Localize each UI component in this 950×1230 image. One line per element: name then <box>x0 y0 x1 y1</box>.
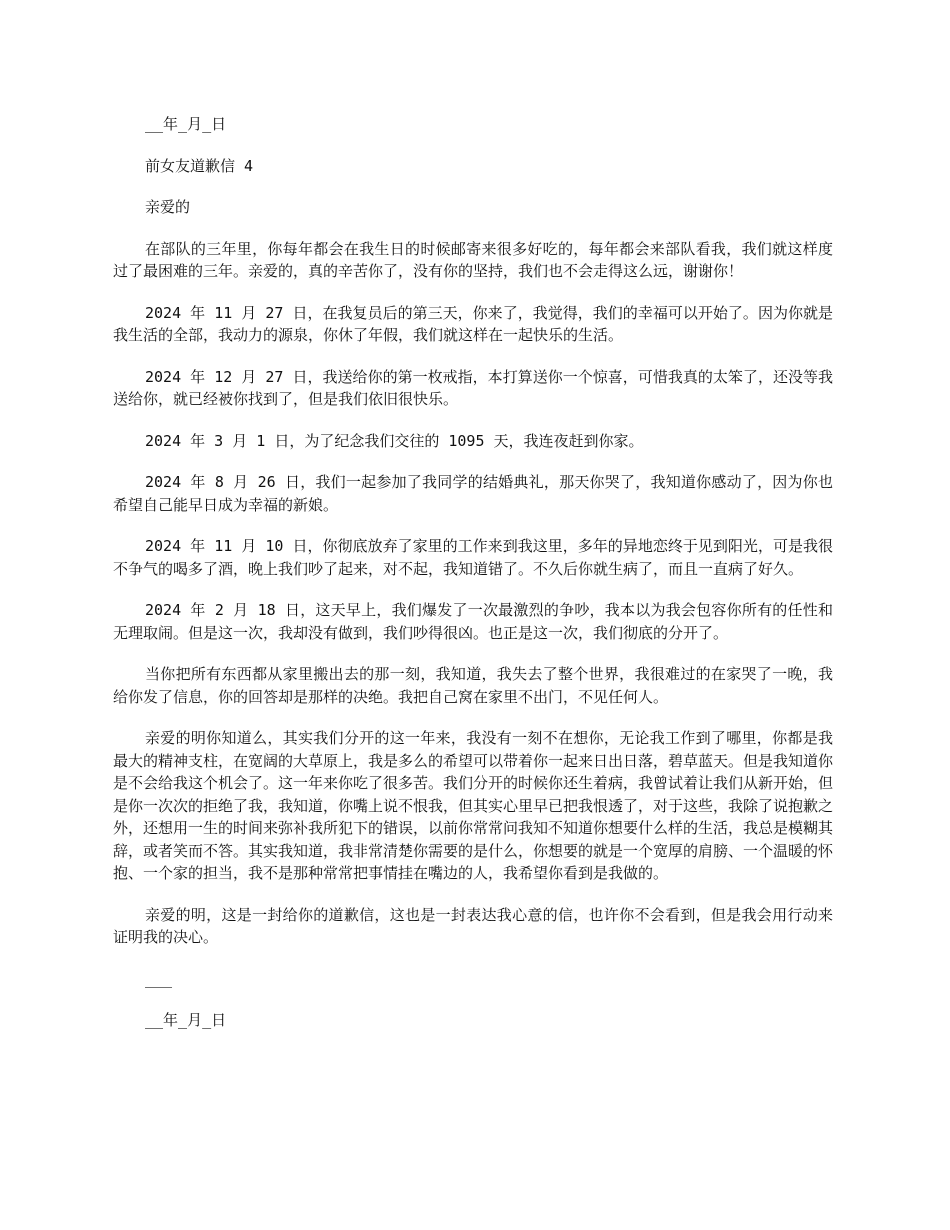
letter-title: 前女友道歉信 4 <box>145 156 254 175</box>
signature-line: ___ <box>145 969 173 988</box>
paragraph-6: 2024 年 11 月 10 日，你彻底放弃了家里的工作来到我这里，多年的异地恋终于见到阳光，可是我很不争气的喝多了酒，晚上我们吵了起来，对不起，我知道错了。不久后你就生病了，而且一直病了好久。 <box>113 537 833 578</box>
paragraph-5: 2024 年 8 月 26 日，我们一起参加了我同学的结婚典礼，那天你哭了，我知道你感动了，因为你也希望自己能早日成为幸福的新娘。 <box>113 473 833 514</box>
date-bottom: __年_月_日 <box>145 1011 227 1029</box>
paragraph-9: 亲爱的明你知道么，其实我们分开的这一年来，我没有一刻不在想你，无论我工作到了哪里，你都是我最大的精神支柱，在宽阔的大草原上，我是多么的希望可以带着你一起来日出日落，碧草蓝天。但是我知道你是不会给我这个机会了。这一年来你吃了很多苦。我们分开的时候你还生着病，我曾试着让我们从新开始，但是你一次次的拒绝了我，我知道，你嘴上说不恨我，但其实心里早已把我恨透了，对于这些，我除了说抱歉之外，还想用一生的时间来弥补我所犯下的错误，以前你常常问我知不知道你想要什么样的生活，我总是模糊其辞，或者笑而不答。其实我知道，我非常清楚你需要的是什么，你想要的就是一个宽厚的肩膀、一个温暖的怀抱、一个家的担当，我不是那种常常把事情挂在嘴边的人，我希望你看到是我做的。 <box>113 729 834 882</box>
date-top: __年_月_日 <box>145 115 227 133</box>
letter-body <box>113 113 833 1051</box>
paragraph-2: 2024 年 11 月 27 日，在我复员后的第三天，你来了，我觉得，我们的幸福可以开始了。因为你就是我生活的全部，我动力的源泉，你休了年假，我们就这样在一起快乐的生活。 <box>113 303 833 344</box>
salutation: 亲爱的 <box>145 198 191 216</box>
paragraph-10: 亲爱的明，这是一封给你的道歉信，这也是一封表达我心意的信，也许你不会看到，但是我会用行动来证明我的决心。 <box>113 905 833 946</box>
paragraph-7: 2024 年 2 月 18 日，这天早上，我们爆发了一次最激烈的争吵，我本以为我会包容你所有的任性和无理取闹。但是这一次，我却没有做到，我们吵得很凶。也正是这一次，我们彻底的分开了。 <box>113 601 833 642</box>
paragraph-4: 2024 年 3 月 1 日，为了纪念我们交往的 1095 天，我连夜赶到你家。 <box>145 431 644 450</box>
paragraph-3: 2024 年 12 月 27 日，我送给你的第一枚戒指，本打算送你一个惊喜，可惜我真的太笨了，还没等我送给你，就已经被你找到了，但是我们依旧很快乐。 <box>113 367 833 408</box>
paragraph-8: 当你把所有东西都从家里搬出去的那一刻，我知道，我失去了整个世界，我很难过的在家哭了一晚，我给你发了信息，你的回答却是那样的决绝。我把自己窝在家里不出门，不见任何人。 <box>113 665 833 706</box>
paragraph-1: 在部队的三年里，你每年都会在我生日的时候邮寄来很多好吃的，每年都会来部队看我，我们就这样度过了最困难的三年。亲爱的，真的辛苦你了，没有你的坚持，我们也不会走得这么远，谢谢你！ <box>113 239 833 280</box>
